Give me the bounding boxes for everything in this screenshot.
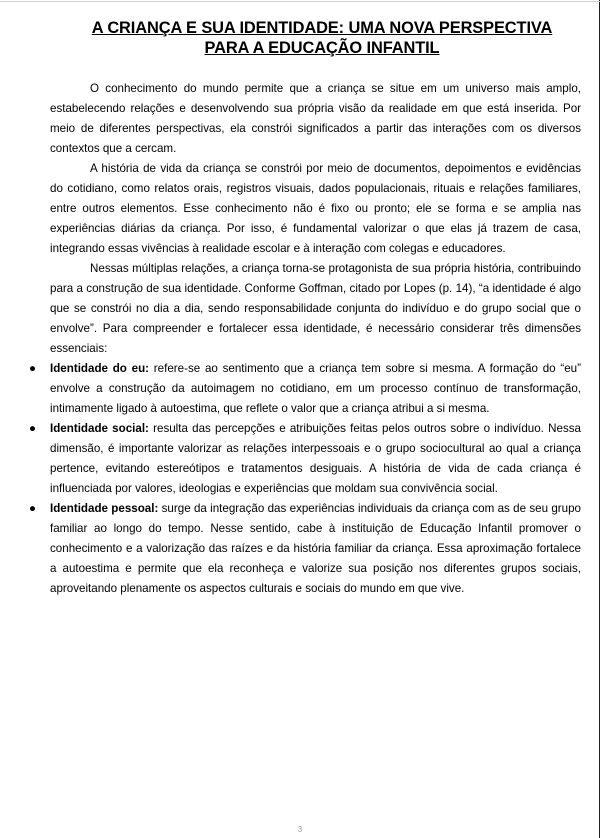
list-item-identidade-do-eu — [29, 359, 581, 419]
list-item-identidade-social — [29, 419, 581, 499]
title-line-1: A CRIANÇA E SUA IDENTIDADE: UMA NOVA PERSPECTIVA — [91, 19, 553, 37]
list-item-text: refere-se ao sentimento que a criança tem sobre si mesma. A formação do “eu” envolve a construção da autoimagem no cotidiano, em um processo contínuo de transformação, intimamente ligado à autoestima, que reflete o valor que a criança atribui a si mesma. — [50, 362, 581, 415]
title-line-2: PARA A EDUCAÇÃO INFANTIL — [204, 39, 440, 57]
document-title — [50, 18, 594, 58]
paragraph-2: A história de vida da criança se constrói por meio de documentos, depoimentos e evidências do cotidiano, como relatos orais, registros visuais, dados populacionais, rituais e relações familiares, entre outros elementos. Esse conhecimento não é fixo ou pronto; ele se forma e se amplia nas experiências diárias da criança. Por isso, é fundamental valorizar o que elas já trazem de casa, integrando essas vivências à realidade escolar e à interação com colegas e educadores. — [50, 162, 581, 255]
page-number: 3 — [297, 825, 303, 834]
list-item-text: surge da integração das experiências individuais da criança com as de seu grupo familiar ao longo do tempo. Nesse sentido, cabe à instituição de Educação Infantil promover o conhecimento e a valorização das raízes e da história familiar da criança. Essa aproximação fortalece a autoestima e permite que ela reconheça e valorize sua posição nos diferentes grupos sociais, aproveitando plenamente os aspectos culturais e sociais do mundo em que vive. — [50, 502, 581, 595]
list-item-term: Identidade do eu: — [50, 362, 150, 375]
list-item-term: Identidade social: — [50, 422, 149, 435]
paragraph-3: Nessas múltiplas relações, a criança torna-se protagonista de sua própria história, contribuindo para a construção de sua identidade. Conforme Goffman, citado por Lopes (p. 14), “a identidade é algo que se constrói no dia a dia, sendo responsabilidade conjunta do indivíduo e do grupo social que o envolve”. Para compreender e fortalecer essa identidade, é necessário considerar três dimensões essenciais: — [50, 262, 581, 355]
document-body — [29, 79, 581, 599]
identity-dimensions-list — [29, 359, 581, 599]
list-item-identidade-pessoal — [29, 499, 581, 599]
list-item-text: resulta das percepções e atribuições feitas pelos outros sobre o indivíduo. Nessa dimensão, é importante valorizar as relações interpessoais e o grupo sociocultural ao qual a criança pertence, evitando estereótipos e tratamentos desiguais. A história de vida de cada criança é influenciada por valores, ideologias e experiências que moldam sua convivência social. — [50, 422, 581, 495]
page-top-rule — [0, 1, 600, 2]
list-item-term: Identidade pessoal: — [50, 502, 159, 515]
paragraph-1: O conhecimento do mundo permite que a criança se situe em um universo mais amplo, estabelecendo relações e desenvolvendo sua própria visão da realidade em que está inserida. Por meio de diferentes perspectivas, ela constrói significados a partir das interações com os diversos contextos que a cercam. — [50, 82, 581, 155]
bullet-icon: ● — [29, 502, 37, 515]
bullet-icon: ● — [29, 362, 37, 375]
bullet-icon: ● — [29, 422, 37, 435]
